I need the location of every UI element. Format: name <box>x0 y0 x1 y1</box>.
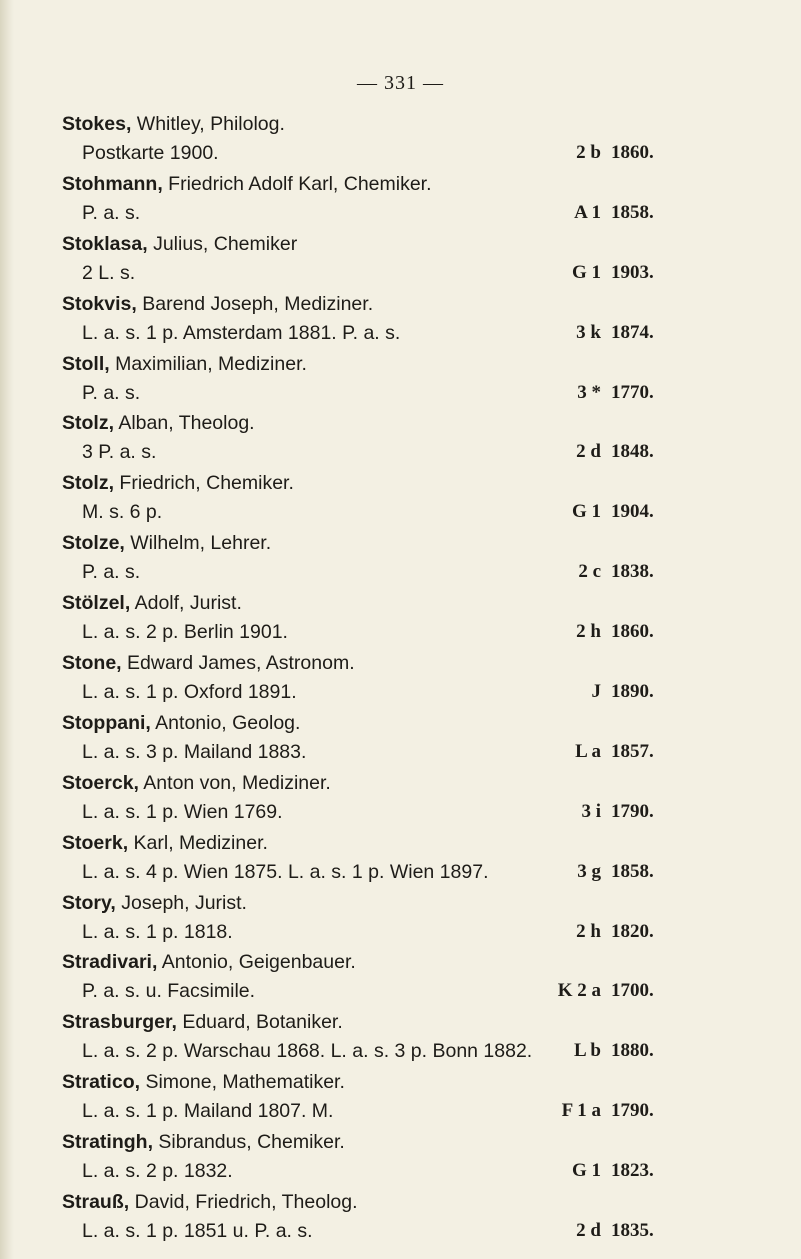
entry-description: Sibrandus, Chemiker. <box>158 1131 345 1154</box>
entry-detail: 2 L. s. <box>82 261 136 284</box>
entry-location-code: 2 c <box>578 561 601 583</box>
entry-detail: L. a. s. 1 p. Oxford 1891. <box>82 681 297 704</box>
catalog-entry <box>0 1071 801 1131</box>
entry-description: Antonio, Geigenbauer. <box>161 951 356 974</box>
entry-location-code: 2 h <box>576 920 601 942</box>
entry-name: Stone, <box>62 652 122 675</box>
entry-location-code: 3 g <box>577 860 601 882</box>
entry-location-code: L a <box>575 740 601 762</box>
entry-heading <box>62 353 307 376</box>
catalog-entry <box>0 532 801 592</box>
entry-heading <box>62 1011 343 1034</box>
entry-heading <box>62 772 331 795</box>
catalog-entry <box>0 1191 801 1251</box>
entry-name: Stoklasa, <box>62 232 148 255</box>
entry-heading <box>62 1191 358 1214</box>
entry-heading <box>62 173 432 196</box>
entry-heading <box>62 592 242 615</box>
entry-detail: L. a. s. 1 p. Amsterdam 1881. P. a. s. <box>82 321 401 344</box>
entry-year: 1874. <box>611 321 654 343</box>
entry-description: David, Friedrich, Theolog. <box>134 1191 358 1214</box>
entry-name: Stradivari, <box>62 951 158 974</box>
entry-name: Strasburger, <box>62 1011 177 1034</box>
entry-name: Stolz, <box>62 412 114 435</box>
entry-name: Stolz, <box>62 472 114 495</box>
entry-location-code: 2 d <box>576 441 601 463</box>
entry-location-code: 2 h <box>576 621 601 643</box>
entry-detail: L. a. s. 2 p. 1832. <box>82 1160 233 1183</box>
entry-name: Stratico, <box>62 1071 141 1094</box>
entry-description: Adolf, Jurist. <box>134 592 242 615</box>
entry-name: Stokvis, <box>62 292 137 315</box>
catalog-entry <box>0 892 801 952</box>
entry-name: Stoppani, <box>62 711 151 734</box>
catalog-entry <box>0 1131 801 1191</box>
entry-description: Joseph, Jurist. <box>121 891 247 914</box>
entry-year: 1790. <box>611 800 654 822</box>
entry-name: Stolze, <box>62 532 125 555</box>
entry-location-code: L b <box>574 1040 601 1062</box>
entry-name: Strauß, <box>62 1191 130 1214</box>
entry-name: Story, <box>62 891 116 914</box>
entry-detail: L. a. s. 1 p. Mailand 1807. M. <box>82 1100 334 1123</box>
entry-detail: L. a. s. 1 p. Wien 1769. <box>82 800 283 823</box>
entry-description: Karl, Mediziner. <box>133 831 268 854</box>
entry-description: Whitley, Philolog. <box>136 113 285 135</box>
entry-year: 1903. <box>611 261 654 283</box>
catalog-entry <box>0 1011 801 1071</box>
entry-heading <box>62 652 355 675</box>
catalog-entry <box>0 173 801 233</box>
catalog-entry <box>0 772 801 832</box>
entry-detail: L. a. s. 1 p. 1818. <box>82 920 233 943</box>
entry-year: 1823. <box>611 1160 654 1182</box>
entry-location-code: J <box>591 681 601 703</box>
entry-name: Stoll, <box>62 352 110 375</box>
catalog-entry <box>0 951 801 1011</box>
entry-location-code: A 1 <box>574 201 601 223</box>
catalog-entry <box>0 412 801 472</box>
entry-year: 1904. <box>611 501 654 523</box>
catalog-entry <box>0 233 801 293</box>
entry-heading <box>62 532 271 555</box>
entry-location-code: F 1 a <box>561 1100 601 1122</box>
entry-heading <box>62 113 285 136</box>
entry-heading <box>62 832 268 855</box>
entry-year: 1838. <box>611 561 654 583</box>
entry-location-code: 3 i <box>581 800 601 822</box>
catalog-entries <box>0 113 801 1251</box>
entry-detail: M. s. 6 p. <box>82 501 163 524</box>
entry-detail: L. a. s. 1 p. 1851 u. P. a. s. <box>82 1220 313 1243</box>
catalog-entry <box>0 652 801 712</box>
entry-name: Stoerk, <box>62 831 129 854</box>
entry-location-code: 3 k <box>576 321 601 343</box>
catalog-entry <box>0 712 801 772</box>
entry-heading <box>62 951 356 974</box>
entry-description: Friedrich Adolf Karl, Chemiker. <box>168 172 432 195</box>
entry-location-code: G 1 <box>571 1160 601 1182</box>
page-number: — 331 — <box>357 72 444 94</box>
entry-description: Julius, Chemiker <box>153 232 298 255</box>
entry-location-code: G 1 <box>571 261 601 283</box>
entry-detail: P. a. s. <box>82 561 141 584</box>
entry-location-code: 3 * <box>577 381 601 403</box>
entry-heading <box>62 412 255 435</box>
entry-name: Stokes, <box>62 113 132 135</box>
entry-heading <box>62 1131 345 1154</box>
entry-year: 1860. <box>611 142 654 163</box>
entry-description: Antonio, Geolog. <box>155 711 301 734</box>
entry-detail: 3 P. a. s. <box>82 441 157 464</box>
catalog-entry <box>0 113 801 173</box>
entry-description: Edward James, Astronom. <box>127 652 355 675</box>
entry-heading <box>62 472 294 495</box>
entry-description: Simone, Mathematiker. <box>145 1071 345 1094</box>
entry-year: 1858. <box>611 860 654 882</box>
entry-description: Alban, Theolog. <box>118 412 255 435</box>
entry-year: 1890. <box>611 681 654 703</box>
entry-heading <box>62 712 300 735</box>
catalog-entry <box>0 472 801 532</box>
entry-year: 1835. <box>611 1220 654 1242</box>
entry-description: Eduard, Botaniker. <box>182 1011 343 1034</box>
entry-detail: P. a. s. <box>82 381 141 404</box>
entry-year: 1848. <box>611 441 654 463</box>
entry-detail: Postkarte 1900. <box>82 142 219 164</box>
catalog-entry <box>0 353 801 413</box>
entry-location-code: K 2 a <box>557 980 601 1002</box>
entry-year: 1860. <box>611 621 654 643</box>
entry-detail: P. a. s. <box>82 201 141 224</box>
entry-year: 1770. <box>611 381 654 403</box>
entry-description: Friedrich, Chemiker. <box>119 472 294 495</box>
entry-name: Stohmann, <box>62 172 163 195</box>
entry-year: 1790. <box>611 1100 654 1122</box>
entry-description: Maximilian, Mediziner. <box>115 352 307 375</box>
entry-detail: L. a. s. 2 p. Berlin 1901. <box>82 621 288 644</box>
entry-description: Anton von, Mediziner. <box>143 771 331 794</box>
entry-heading <box>62 892 247 915</box>
entry-year: 1820. <box>611 920 654 942</box>
entry-location-code: G 1 <box>571 501 601 523</box>
entry-description: Barend Joseph, Mediziner. <box>142 292 374 315</box>
entry-detail: P. a. s. u. Facsimile. <box>82 980 256 1003</box>
entry-location-code: 2 b <box>576 142 601 163</box>
entry-name: Stoerck, <box>62 771 139 794</box>
entry-heading <box>62 233 297 256</box>
entry-name: Stölzel, <box>62 592 131 615</box>
entry-year: 1857. <box>611 740 654 762</box>
entry-detail: L. a. s. 2 p. Warschau 1868. L. a. s. 3 p. Bonn 1882. <box>82 1040 533 1063</box>
entry-heading <box>62 293 373 316</box>
entry-year: 1880. <box>611 1040 654 1062</box>
catalog-entry <box>0 293 801 353</box>
entry-heading <box>62 1071 345 1094</box>
entry-year: 1858. <box>611 201 654 223</box>
entry-detail: L. a. s. 4 p. Wien 1875. L. a. s. 1 p. Wien 1897. <box>82 860 489 883</box>
entry-name: Stratingh, <box>62 1131 153 1154</box>
entry-location-code: 2 d <box>576 1220 601 1242</box>
catalog-entry <box>0 592 801 652</box>
entry-detail: L. a. s. 3 p. Mailand 1883. <box>82 740 307 763</box>
entry-year: 1700. <box>611 980 654 1002</box>
catalog-entry <box>0 832 801 892</box>
entry-description: Wilhelm, Lehrer. <box>130 532 272 555</box>
